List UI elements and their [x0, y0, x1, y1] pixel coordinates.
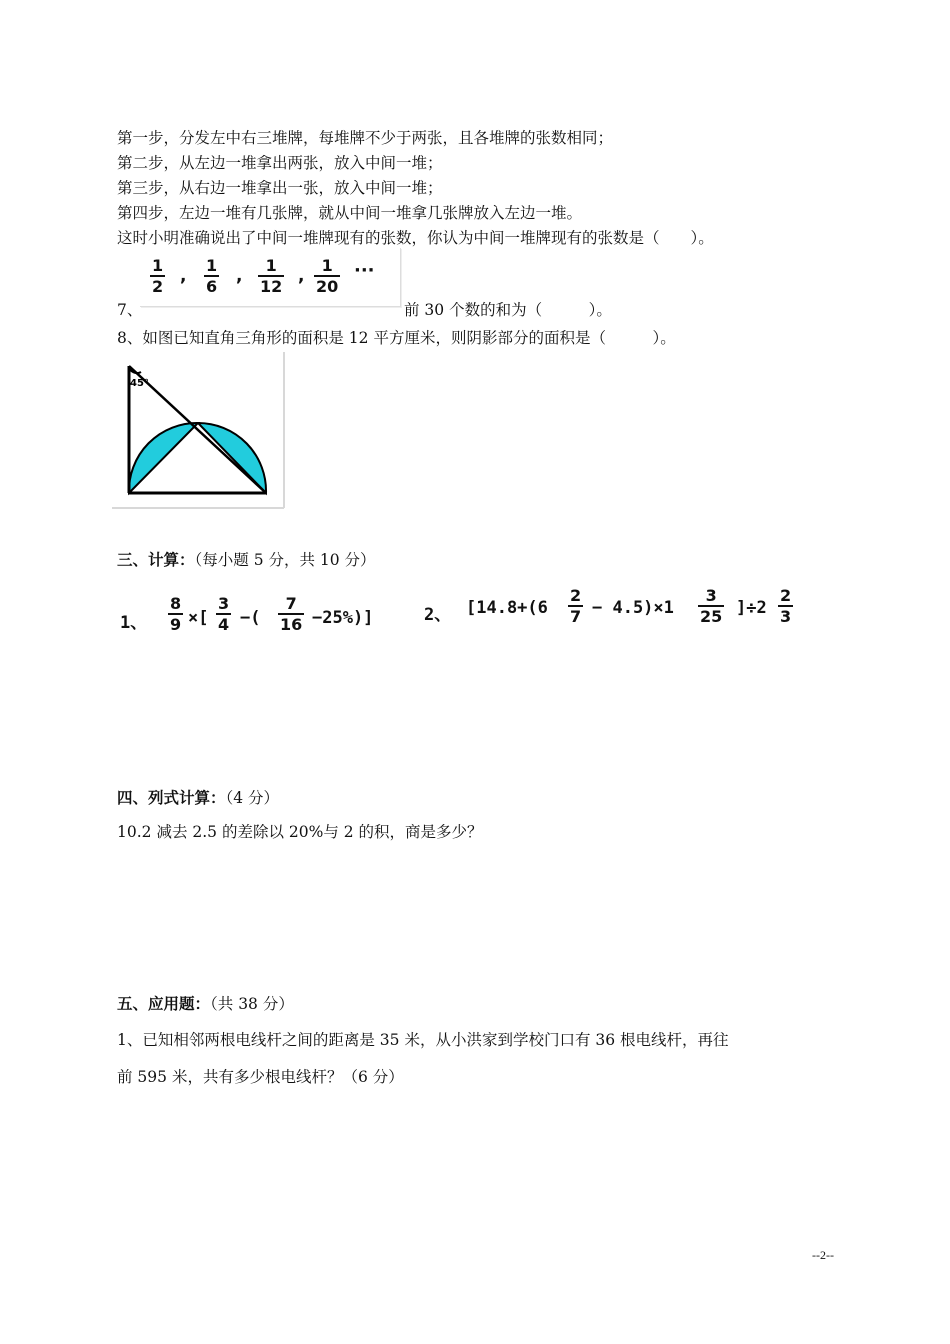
step-2: 第二步，从左边一堆拿出两张，放入中间一堆； — [117, 154, 443, 172]
seq-comma: , — [180, 266, 187, 286]
section4-title: 四、列式计算： — [117, 789, 226, 807]
section4-note: （4 分） — [225, 789, 280, 807]
problem-1-label: 1、 — [120, 613, 148, 633]
p2-head: [14.8+(6 — [466, 598, 548, 618]
section4-question: 10.2 减去 2.5 的差除以 20%与 2 的积，商是多少？ — [117, 823, 483, 841]
problem-2-label: 2、 — [424, 605, 452, 625]
angle-label: 45° — [130, 378, 149, 389]
p2-mid: − 4.5)×1 — [592, 598, 674, 618]
seq-fraction-1: $\frac{1}{2}$ — [152, 256, 164, 296]
section3-note: （每小题 5 分，共 10 分） — [194, 551, 376, 569]
section4-heading — [117, 788, 279, 808]
p1-minus-paren: −( — [240, 608, 261, 628]
p2-divide: ]÷2 — [736, 598, 767, 618]
seq-comma: , — [236, 266, 243, 286]
step-4: 第四步，左边一堆有几张牌，就从中间一堆拿几张牌放入左边一堆。 — [117, 204, 583, 222]
section3-title: 三、计算： — [117, 551, 195, 569]
p1-tail: −25%)] — [312, 608, 374, 628]
seq-fraction-4: $\frac{1}{20}$ — [316, 256, 339, 296]
p1-times-bracket: ×[ — [188, 608, 209, 628]
step-question: 这时小明准确说出了中间一堆牌现有的张数，你认为中间一堆牌现有的张数是（ ）。 — [117, 229, 714, 247]
p2-fraction-2-3: $\frac{2}{3}$ — [780, 586, 792, 626]
section5-heading — [117, 994, 294, 1014]
q7-number: 7、 — [117, 301, 143, 319]
step-3: 第三步，从右边一堆拿出一张，放入中间一堆； — [117, 179, 443, 197]
q8-text: 8、如图已知直角三角形的面积是 12 平方厘米，则阴影部分的面积是（ ）。 — [117, 329, 676, 347]
p1-fraction-7-16: $\frac{7}{16}$ — [280, 594, 303, 634]
p1-fraction-8-9: $\frac{8}{9}$ — [170, 594, 182, 634]
section5-title: 五、应用题： — [117, 995, 211, 1013]
section3-heading — [117, 550, 376, 570]
p1-fraction-3-4: $\frac{3}{4}$ — [218, 594, 230, 634]
shaded-region-left — [129, 423, 198, 493]
sequence-image — [140, 248, 401, 307]
seq-ellipsis: ··· — [354, 260, 375, 281]
p2-fraction-2-7: $\frac{2}{7}$ — [570, 586, 582, 626]
section5-q1-line2: 前 595 米，共有多少根电线杆？（6 分） — [117, 1068, 404, 1086]
p2-fraction-3-25: $\frac{3}{25}$ — [700, 586, 723, 626]
section5-q1-line1: 1、已知相邻两根电线杆之间的距离是 35 米，从小洪家到学校门口有 36 根电线杆，再往 — [117, 1031, 729, 1049]
page-number: --2-- — [812, 1248, 834, 1262]
step-1: 第一步，分发左中右三堆牌，每堆牌不少于两张，且各堆牌的张数相同； — [117, 129, 614, 147]
seq-comma: , — [298, 266, 305, 286]
seq-fraction-3: $\frac{1}{12}$ — [260, 256, 283, 296]
section5-note: （共 38 分） — [210, 995, 294, 1013]
triangle-figure — [112, 352, 288, 516]
q7-text: 前 30 个数的和为（ ）。 — [404, 301, 612, 319]
seq-fraction-2: $\frac{1}{6}$ — [206, 256, 218, 296]
